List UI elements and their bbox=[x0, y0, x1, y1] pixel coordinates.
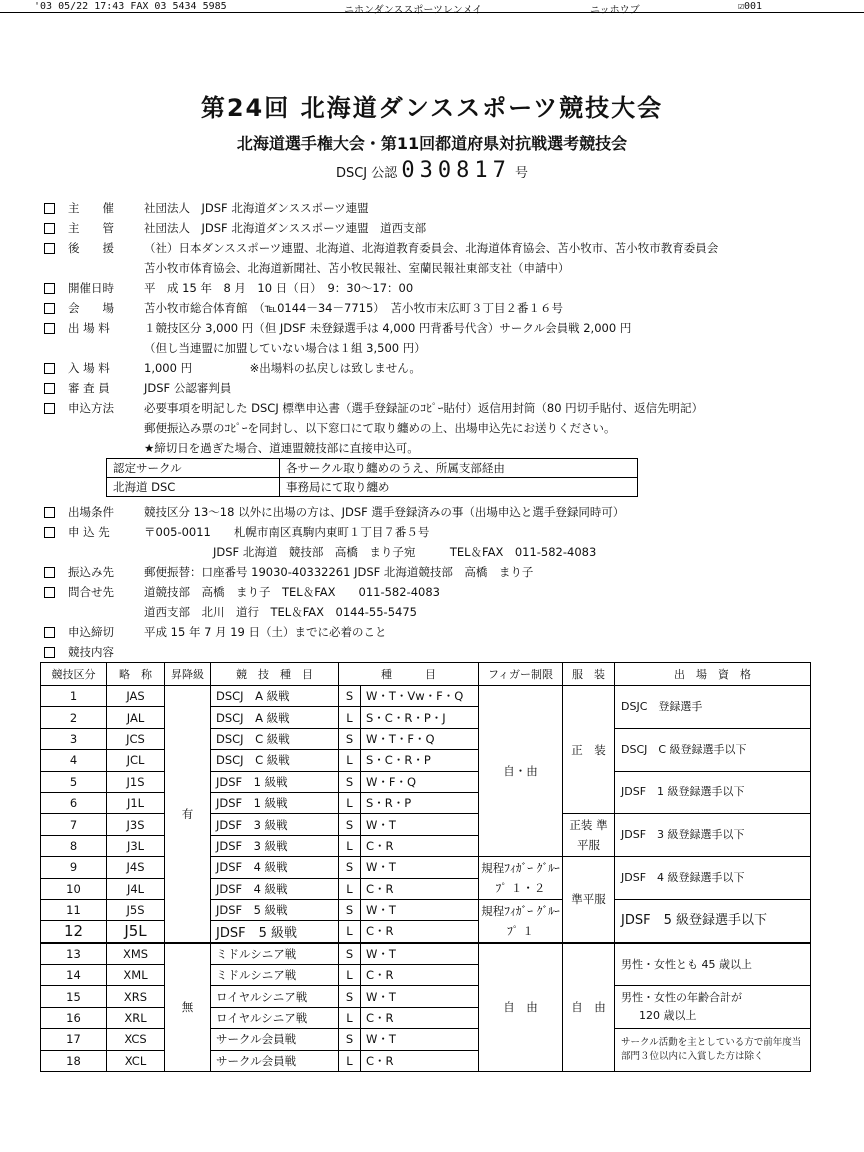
event-name: サークル会員戦 bbox=[211, 1029, 339, 1050]
column-header: 競技区分 bbox=[41, 663, 107, 686]
event-name: ミドルシニア戦 bbox=[211, 965, 339, 986]
figure-limit: 自 由 bbox=[479, 943, 563, 1072]
info-row bbox=[44, 358, 854, 378]
fax-receiver: ニッホウブ bbox=[590, 5, 640, 16]
event-type: L bbox=[339, 1050, 361, 1071]
event-type: S bbox=[339, 986, 361, 1007]
table-row bbox=[41, 857, 811, 878]
circle-route: 事務局にて取り纏め bbox=[280, 478, 638, 497]
qualification-line: 120 歳以上 bbox=[639, 1009, 697, 1023]
info-row-continued bbox=[44, 418, 854, 438]
info-row-continued bbox=[44, 542, 854, 562]
event-code: J5S bbox=[107, 899, 165, 920]
info-value: 平 成 15 年 8 月 10 日（日） 9：30～17：00 bbox=[144, 281, 414, 295]
event-number: 2 bbox=[41, 707, 107, 728]
event-code: J4S bbox=[107, 857, 165, 878]
info-value: 郵便振替：口座番号 19030-40332261 JDSF 北海道競技部 高橋 まり子 bbox=[144, 565, 534, 579]
info-value: ★締切日を過ぎた場合、道連盟競技部に直接申込可。 bbox=[144, 441, 419, 455]
event-type: L bbox=[339, 965, 361, 986]
info-value: 社団法人 JDSF 北海道ダンススポーツ連盟 道西支部 bbox=[144, 221, 427, 235]
checkbox-icon bbox=[44, 567, 55, 578]
info-value: （社）日本ダンススポーツ連盟、北海道、北海道教育委員会、北海道体育協会、苫小牧市、苫小牧市教育委員会 bbox=[144, 241, 719, 255]
checkbox-icon bbox=[44, 627, 55, 638]
info-label: 会 場 bbox=[68, 301, 114, 315]
event-type: L bbox=[339, 921, 361, 943]
info-row bbox=[44, 562, 854, 582]
checkbox-icon bbox=[44, 647, 55, 658]
qualification: JDSF 4 級登録選手以下 bbox=[615, 857, 811, 900]
fax-page: ☑001 bbox=[738, 1, 763, 12]
approval-prefix: DSCJ 公認 bbox=[335, 166, 398, 181]
info-value: 平成 15 年 7 月 19 日（土）までに必着のこと bbox=[144, 625, 387, 639]
event-code: JAL bbox=[107, 707, 165, 728]
event-name: サークル会員戦 bbox=[211, 1050, 339, 1071]
event-code: XMS bbox=[107, 943, 165, 965]
dress-code: 正 装 bbox=[563, 686, 615, 814]
approval-number bbox=[0, 158, 864, 183]
info-row-continued bbox=[44, 258, 854, 278]
column-header: フィガー制限 bbox=[479, 663, 563, 686]
qualification: DSCJ C 級登録選手以下 bbox=[615, 728, 811, 771]
info-row bbox=[44, 398, 854, 418]
info-value: JDSF 公認審判員 bbox=[144, 381, 232, 395]
circle-name: 北海道 DSC bbox=[107, 478, 280, 497]
event-type: S bbox=[339, 899, 361, 920]
column-header: 服 装 bbox=[563, 663, 615, 686]
checkbox-icon bbox=[44, 303, 55, 314]
column-header: 競 技 種 目 bbox=[211, 663, 339, 686]
checkbox-icon bbox=[44, 243, 55, 254]
qualification: DSJC 登録選手 bbox=[615, 686, 811, 729]
table-row bbox=[41, 943, 811, 965]
fax-datetime: '03 05/22 17:43 FAX 03 5434 5985 bbox=[34, 1, 227, 12]
page-subtitle: 北海道選手権大会・第11回都道府県対抗戦選考競技会 bbox=[236, 134, 628, 153]
event-number: 9 bbox=[41, 857, 107, 878]
figure-limit: 自・由 bbox=[479, 686, 563, 857]
event-type: S bbox=[339, 771, 361, 792]
table-row bbox=[41, 986, 811, 1007]
event-number: 10 bbox=[41, 878, 107, 899]
event-type: L bbox=[339, 792, 361, 813]
info-value: １競技区分 3,000 円（但 JDSF 未登録選手は 4,000 円背番号代含）サークル会員戦 2,000 円 bbox=[144, 321, 632, 335]
event-name: JDSF 5 級戦 bbox=[211, 921, 339, 943]
event-dances: W・T bbox=[361, 943, 479, 965]
info-row bbox=[44, 522, 854, 542]
info-label: 後 援 bbox=[68, 241, 114, 255]
info-row bbox=[44, 502, 854, 522]
info-label: 主 管 bbox=[68, 221, 114, 235]
info-label: 振込み先 bbox=[68, 565, 114, 579]
event-code: XML bbox=[107, 965, 165, 986]
event-number: 15 bbox=[41, 986, 107, 1007]
info-row bbox=[44, 642, 854, 662]
event-name: JDSF 1 級戦 bbox=[211, 771, 339, 792]
event-number: 7 bbox=[41, 814, 107, 835]
checkbox-icon bbox=[44, 323, 55, 334]
event-type: S bbox=[339, 857, 361, 878]
info-label: 出 場 料 bbox=[68, 321, 110, 335]
dress-code: 正装 準平服 bbox=[563, 814, 615, 857]
event-type: S bbox=[339, 686, 361, 707]
approval-digits: 030817 bbox=[401, 158, 511, 183]
event-name: DSCJ C 級戦 bbox=[211, 750, 339, 771]
event-type: S bbox=[339, 814, 361, 835]
event-dances: C・R bbox=[361, 878, 479, 899]
checkbox-icon bbox=[44, 507, 55, 518]
figure-limit: 規程ﾌｨｶﾞｰ ｸﾞﾙｰﾌﾟ １ bbox=[479, 899, 563, 942]
info-row bbox=[44, 298, 854, 318]
event-dances: S・C・R・P bbox=[361, 750, 479, 771]
table-row bbox=[41, 1029, 811, 1050]
event-dances: W・T・Vw・F・Q bbox=[361, 686, 479, 707]
event-type: S bbox=[339, 728, 361, 749]
event-number: 14 bbox=[41, 965, 107, 986]
event-code: XCS bbox=[107, 1029, 165, 1050]
event-code: JCL bbox=[107, 750, 165, 771]
fax-sender: ニホンダンススポーツレンメイ bbox=[344, 5, 483, 16]
table-row bbox=[41, 814, 811, 835]
checkbox-icon bbox=[44, 527, 55, 538]
info-label: 主 催 bbox=[68, 201, 114, 215]
checkbox-icon bbox=[44, 203, 55, 214]
event-dances: C・R bbox=[361, 1050, 479, 1071]
info-value: 郵便振込み票のｺﾋﾟｰを同封し、以下窓口にて取り纏めの上、出場申込先にお送りください。 bbox=[144, 421, 616, 435]
event-name: JDSF 3 級戦 bbox=[211, 835, 339, 856]
table-header-row bbox=[41, 663, 811, 686]
fax-divider bbox=[0, 12, 864, 13]
event-dances: W・T bbox=[361, 1029, 479, 1050]
qualification: 男性・女性とも 45 歳以上 bbox=[615, 943, 811, 986]
info-value: 苫小牧市総合体育館 （℡0144－34－7715） 苫小牧市末広町３丁目２番１６号 bbox=[144, 301, 564, 315]
event-type: S bbox=[339, 943, 361, 965]
event-code: J3L bbox=[107, 835, 165, 856]
event-name: JDSF 5 級戦 bbox=[211, 899, 339, 920]
events-table bbox=[40, 662, 811, 1072]
checkbox-icon bbox=[44, 403, 55, 414]
event-type: S bbox=[339, 1029, 361, 1050]
info-row-continued bbox=[44, 438, 854, 458]
info-row bbox=[44, 378, 854, 398]
info-label: 申込方法 bbox=[68, 401, 114, 415]
qualification: JDSF 3 級登録選手以下 bbox=[615, 814, 811, 857]
event-code: JAS bbox=[107, 686, 165, 707]
table-row bbox=[41, 771, 811, 792]
info-value: JDSF 北海道 競技部 高橋 まり子宛 TEL＆FAX 011-582-4083 bbox=[144, 545, 597, 559]
info-value: 1,000 円 ※出場料の払戻しは致しません。 bbox=[144, 361, 421, 375]
qualification: JDSF 1 級登録選手以下 bbox=[615, 771, 811, 814]
event-code: J4L bbox=[107, 878, 165, 899]
event-name: ミドルシニア戦 bbox=[211, 943, 339, 965]
event-code: J1S bbox=[107, 771, 165, 792]
event-number: 8 bbox=[41, 835, 107, 856]
dress-code: 自 由 bbox=[563, 943, 615, 1072]
event-code: JCS bbox=[107, 728, 165, 749]
event-code: J1L bbox=[107, 792, 165, 813]
table-row bbox=[107, 459, 638, 478]
fax-header bbox=[0, 0, 864, 14]
event-dances: S・C・R・P・J bbox=[361, 707, 479, 728]
event-type: L bbox=[339, 835, 361, 856]
event-name: DSCJ A 級戦 bbox=[211, 707, 339, 728]
event-code: XRS bbox=[107, 986, 165, 1007]
info-row-continued bbox=[44, 602, 854, 622]
event-dances: S・R・P bbox=[361, 792, 479, 813]
event-dances: W・T・F・Q bbox=[361, 728, 479, 749]
checkbox-icon bbox=[44, 383, 55, 394]
qualification: サークル活動を主としている方で前年度当部門３位以内に入賞した方は除く bbox=[615, 1029, 811, 1072]
info-row bbox=[44, 238, 854, 258]
info-label: 出場条件 bbox=[68, 505, 114, 519]
event-dances: W・T bbox=[361, 814, 479, 835]
submission-route-table bbox=[106, 458, 638, 497]
qualification bbox=[615, 986, 811, 1029]
dress-code: 準平服 bbox=[563, 857, 615, 943]
info-row bbox=[44, 318, 854, 338]
qualification: JDSF 5 級登録選手以下 bbox=[615, 899, 811, 942]
event-dances: W・T bbox=[361, 857, 479, 878]
info-label: 開催日時 bbox=[68, 281, 114, 295]
event-type: L bbox=[339, 878, 361, 899]
event-code: XRL bbox=[107, 1007, 165, 1028]
info-label: 審 査 員 bbox=[68, 381, 110, 395]
event-dances: C・R bbox=[361, 921, 479, 943]
column-header: 略 称 bbox=[107, 663, 165, 686]
info-value: 必要事項を明記した DSCJ 標準申込書（選手登録証のｺﾋﾟｰ貼付）返信用封筒（80 円切手貼付、返信先明記） bbox=[144, 401, 704, 415]
event-dances: W・F・Q bbox=[361, 771, 479, 792]
page-title: 第24回 北海道ダンススポーツ競技大会 bbox=[200, 94, 664, 122]
info-row-continued bbox=[44, 338, 854, 358]
event-number: 3 bbox=[41, 728, 107, 749]
event-code: J5L bbox=[107, 921, 165, 943]
event-number: 12 bbox=[41, 921, 107, 943]
checkbox-icon bbox=[44, 283, 55, 294]
event-number: 17 bbox=[41, 1029, 107, 1050]
event-name: ロイヤルシニア戦 bbox=[211, 1007, 339, 1028]
event-type: L bbox=[339, 707, 361, 728]
column-header: 種 目 bbox=[339, 663, 479, 686]
circle-name: 認定サークル bbox=[107, 459, 280, 478]
info-section-2 bbox=[44, 502, 854, 662]
event-name: DSCJ A 級戦 bbox=[211, 686, 339, 707]
event-name: JDSF 4 級戦 bbox=[211, 878, 339, 899]
event-dances: W・T bbox=[361, 986, 479, 1007]
info-section bbox=[44, 198, 854, 458]
info-row bbox=[44, 582, 854, 602]
event-number: 1 bbox=[41, 686, 107, 707]
column-header: 昇降級 bbox=[165, 663, 211, 686]
circle-route: 各サークル取り纏めのうえ、所属支部経由 bbox=[280, 459, 638, 478]
info-label: 申込締切 bbox=[68, 625, 114, 639]
info-value: 〒005-0011 札幌市南区真駒内東町１丁目７番５号 bbox=[144, 525, 430, 539]
checkbox-icon bbox=[44, 587, 55, 598]
checkbox-icon bbox=[44, 363, 55, 374]
event-name: DSCJ C 級戦 bbox=[211, 728, 339, 749]
event-number: 13 bbox=[41, 943, 107, 965]
event-number: 5 bbox=[41, 771, 107, 792]
approval-suffix: 号 bbox=[515, 166, 529, 181]
event-type: L bbox=[339, 750, 361, 771]
event-name: ロイヤルシニア戦 bbox=[211, 986, 339, 1007]
info-value: 苫小牧市体育協会、北海道新聞社、苫小牧民報社、室蘭民報社東部支社（申請中） bbox=[144, 261, 570, 275]
info-row bbox=[44, 198, 854, 218]
table-row bbox=[41, 899, 811, 920]
figure-limit: 規程ﾌｨｶﾞｰ ｸﾞﾙｰﾌﾟ １・２ bbox=[479, 857, 563, 900]
qualification-line: 男性・女性の年齢合計が bbox=[621, 991, 742, 1005]
promotion-cell: 有 bbox=[165, 686, 211, 943]
event-dances: C・R bbox=[361, 1007, 479, 1028]
info-value: （但し当連盟に加盟していない場合は１組 3,500 円） bbox=[144, 341, 426, 355]
event-number: 6 bbox=[41, 792, 107, 813]
event-number: 18 bbox=[41, 1050, 107, 1071]
column-header: 出 場 資 格 bbox=[615, 663, 811, 686]
event-number: 4 bbox=[41, 750, 107, 771]
event-name: JDSF 3 級戦 bbox=[211, 814, 339, 835]
table-row bbox=[41, 728, 811, 749]
info-row bbox=[44, 278, 854, 298]
table-row bbox=[41, 686, 811, 707]
table-row bbox=[107, 478, 638, 497]
info-label: 問合せ先 bbox=[68, 585, 114, 599]
info-label: 競技内容 bbox=[68, 645, 114, 659]
promotion-cell: 無 bbox=[165, 943, 211, 1072]
checkbox-icon bbox=[44, 223, 55, 234]
info-value: 社団法人 JDSF 北海道ダンススポーツ連盟 bbox=[144, 201, 369, 215]
event-number: 16 bbox=[41, 1007, 107, 1028]
event-code: XCL bbox=[107, 1050, 165, 1071]
event-dances: C・R bbox=[361, 965, 479, 986]
info-label: 申 込 先 bbox=[68, 525, 110, 539]
event-name: JDSF 1 級戦 bbox=[211, 792, 339, 813]
event-dances: C・R bbox=[361, 835, 479, 856]
info-row bbox=[44, 218, 854, 238]
info-row bbox=[44, 622, 854, 642]
info-value: 道西支部 北川 道行 TEL＆FAX 0144-55-5475 bbox=[144, 605, 417, 619]
event-name: JDSF 4 級戦 bbox=[211, 857, 339, 878]
event-number: 11 bbox=[41, 899, 107, 920]
event-code: J3S bbox=[107, 814, 165, 835]
event-type: L bbox=[339, 1007, 361, 1028]
info-value: 競技区分 13～18 以外に出場の方は、JDSF 選手登録済みの事（出場申込と選手登録同時可） bbox=[144, 505, 625, 519]
event-dances: W・T bbox=[361, 899, 479, 920]
info-value: 道競技部 高橋 まり子 TEL＆FAX 011-582-4083 bbox=[144, 585, 440, 599]
info-label: 入 場 料 bbox=[68, 361, 110, 375]
